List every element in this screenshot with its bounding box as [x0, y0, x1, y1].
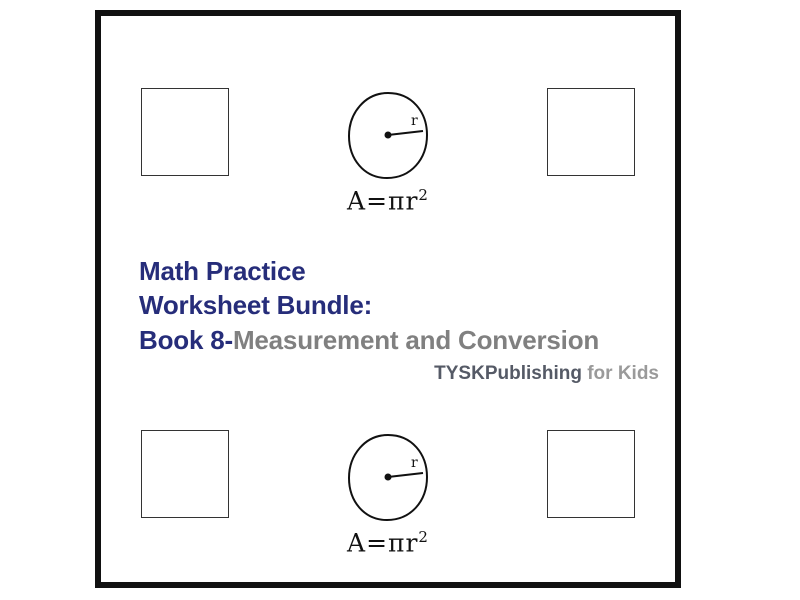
area-formula-top-exponent: 2 — [418, 186, 429, 204]
cover-title-block — [139, 254, 659, 386]
book-number-label: Book 8- — [139, 324, 233, 355]
area-formula-bottom-exponent: 2 — [418, 528, 429, 546]
decorative-square-bottom-left — [141, 430, 229, 518]
cover-inner — [101, 16, 675, 582]
circle-figure-top — [323, 82, 453, 232]
decorative-square-top-right — [547, 88, 635, 176]
area-formula-top-text: A=πr — [347, 186, 419, 216]
area-formula-bottom — [323, 528, 453, 557]
area-formula-bottom-text: A=πr — [347, 528, 419, 558]
radius-label-bottom: r — [411, 455, 418, 471]
publisher-suffix: for Kids — [581, 362, 659, 384]
publisher-line — [139, 363, 659, 386]
circle-radius-diagram-icon — [323, 424, 453, 534]
decorative-square-top-left — [141, 88, 229, 176]
area-formula-top — [323, 186, 453, 215]
book-subject-label: Measurement and Conversion — [232, 324, 600, 355]
title-line-3 — [139, 323, 659, 357]
title-line-2: Worksheet Bundle: — [139, 290, 373, 321]
book-cover — [95, 10, 681, 588]
title-line-1: Math Practice — [139, 256, 306, 286]
circle-radius-diagram-icon — [323, 82, 453, 192]
radius-label-top: r — [411, 113, 418, 129]
publisher-brand: TYSKPublishing — [434, 362, 582, 384]
decorative-square-bottom-right — [547, 430, 635, 518]
circle-figure-bottom — [323, 424, 453, 574]
